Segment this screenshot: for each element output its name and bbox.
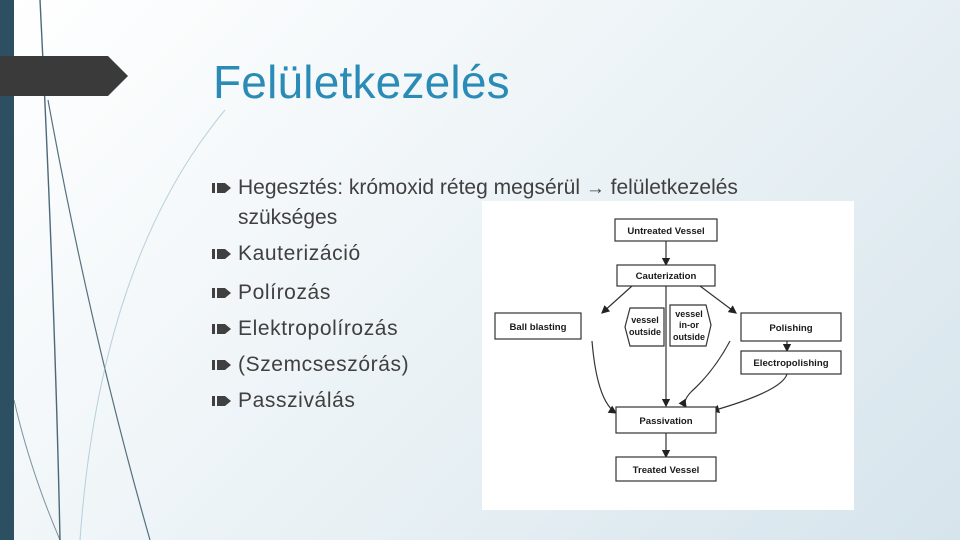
bullet-text: (Szemcseszórás) [238, 353, 410, 376]
node-treated-label: Treated Vessel [632, 465, 700, 476]
title-arrow-shape [0, 56, 128, 96]
node-vessel-inor-label-2: in-or [679, 320, 699, 330]
process-flow-diagram [482, 201, 854, 510]
node-vessel-outside-label-2: outside [628, 327, 662, 337]
arrow-bullet-icon [212, 247, 232, 261]
node-passivation-label: Passivation [639, 416, 693, 427]
arrow-bullet-icon [212, 394, 232, 408]
node-ball-blasting-label: Ball blasting [509, 322, 567, 333]
bullet-text: Passziválás [238, 389, 356, 412]
arrow-bullet-icon [212, 322, 232, 336]
arrow-bullet-icon [212, 286, 232, 300]
bullet-text: Kauterizáció [238, 242, 361, 265]
edge-ball-blasting-passivation [592, 341, 616, 413]
bullet-text: Hegesztés: krómoxid réteg megsérül [238, 176, 580, 199]
node-electropolishing-label: Electropolishing [753, 358, 829, 369]
edge-polishing-passivation [685, 341, 730, 407]
arrow-bullet-icon [212, 358, 232, 372]
node-polishing-label: Polishing [769, 323, 813, 334]
slide-title: Felületkezelés [213, 56, 510, 108]
node-vessel-inor-label-1: vessel [675, 309, 703, 319]
node-vessel-outside-label-1: vessel [631, 315, 659, 325]
bullet-text: szükséges [238, 206, 338, 229]
arrow-bullet-icon [212, 181, 232, 195]
node-cauterization-label: Cauterization [635, 271, 697, 282]
arrow-icon: → [585, 178, 605, 199]
edge-cauterization-ball-blasting [602, 286, 632, 313]
node-vessel-inor-label-3: outside [672, 332, 706, 342]
node-untreated-label: Untreated Vessel [627, 226, 705, 237]
bullet-text: Elektropolírozás [238, 317, 399, 340]
bullet-text: Polírozás [238, 281, 331, 304]
edge-electropolishing-passivation [712, 374, 787, 411]
bullet-text: felületkezelés [610, 176, 738, 199]
